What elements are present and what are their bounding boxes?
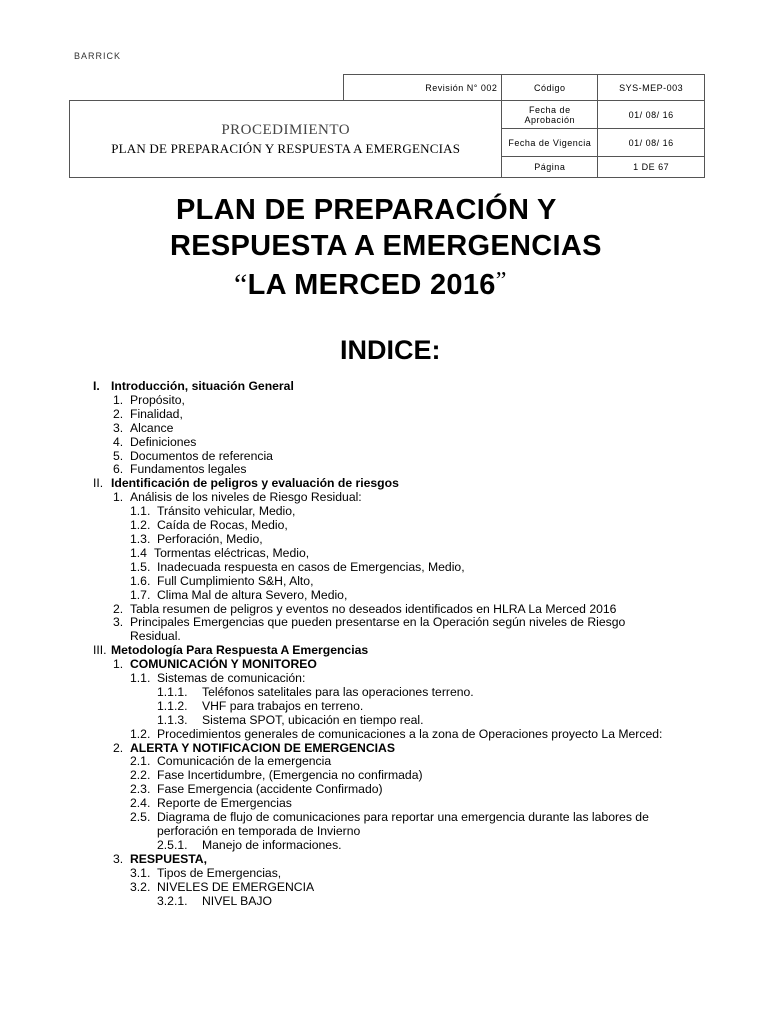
toc-entry: 1.7. Clima Mal de altura Severo, Medio,	[130, 587, 348, 602]
codigo-value: SYS-MEP-003	[598, 75, 705, 101]
pagina-value: 1 DE 67	[598, 157, 705, 178]
toc-entry: 1.5. Inadecuada respuesta en casos de Emergencias, Medio,	[130, 559, 465, 574]
procedure-title-cell	[70, 101, 502, 178]
toc-entry: II. Identificación de peligros y evaluación de riesgos	[93, 476, 399, 491]
toc-entry: 1. Análisis de los niveles de Riesgo Residual:	[113, 490, 362, 505]
title-line-3-text: LA MERCED 2016	[247, 269, 496, 301]
toc-entry: Residual.	[130, 629, 181, 644]
index-heading: INDICE:	[340, 335, 441, 365]
toc-entry: 1.1.1. Teléfonos satelitales para las operaciones terreno.	[157, 684, 474, 699]
title-line-2: RESPUESTA A EMERGENCIAS	[170, 230, 602, 262]
toc-entry: 1.2. Procedimientos generales de comunicaciones a la zona de Operaciones proyecto La Merced:	[130, 726, 663, 741]
toc-entry: 3.2.1. NIVEL BAJO	[157, 893, 272, 908]
toc-entry: 3.2. NIVELES DE EMERGENCIA	[130, 879, 315, 894]
toc-entry: 3.1. Tipos de Emergencias,	[130, 865, 282, 880]
toc-entry: 1.2. Caída de Rocas, Medio,	[130, 518, 288, 533]
header-blank	[70, 75, 344, 101]
toc-entry: perforación en temporada de Invierno	[157, 824, 361, 838]
toc-entry: 1.3. Perforación, Medio,	[130, 531, 263, 546]
toc-entry: 1. COMUNICACIÓN Y MONITOREO	[113, 657, 317, 672]
toc-entry: I. Introducción, situación General	[93, 379, 294, 393]
revision-number: Revisión N° 002	[344, 75, 502, 101]
close-quote: ”	[495, 268, 507, 294]
toc-entry: 1. Propósito,	[113, 392, 185, 407]
fecha-aprobacion-label: Fecha de Aprobación	[502, 101, 598, 129]
table-of-contents	[0, 380, 768, 908]
toc-entry: 3. Principales Emergencias que pueden presentarse en la Operación según niveles de Riesgo	[113, 615, 626, 630]
toc-entry: 1.1. Sistemas de comunicación:	[130, 671, 306, 686]
toc-entry: 2.3. Fase Emergencia (accidente Confirmado)	[130, 782, 383, 797]
fecha-vigencia-value: 01/ 08/ 16	[598, 129, 705, 157]
toc-entry: 5. Documentos de referencia	[113, 448, 273, 463]
toc-entry: 2.1. Comunicación de la emergencia	[130, 754, 332, 769]
toc-entry: 1.4 Tormentas eléctricas, Medio,	[130, 545, 310, 560]
toc-entry: 3. Alcance	[113, 420, 174, 435]
toc-entry: 2. Tabla resumen de peligros y eventos no deseados identificados en HLRA La Merced 2016	[113, 601, 617, 616]
toc-entry: 2.5. Diagrama de flujo de comunicaciones para reportar una emergencia durante las labores de	[130, 810, 649, 825]
open-quote: “	[234, 268, 248, 301]
toc-entry: 4. Definiciones	[113, 434, 197, 449]
fecha-vigencia-label: Fecha de Vigencia	[502, 129, 598, 157]
toc-entry: 2. ALERTA Y NOTIFICACION DE EMERGENCIAS	[113, 740, 395, 755]
pagina-label: Página	[502, 157, 598, 178]
toc-entry: 1.6. Full Cumplimiento S&H, Alto,	[130, 573, 314, 588]
toc-entry: 6. Fundamentos legales	[113, 462, 247, 477]
toc-entry: 1.1. Tránsito vehicular, Medio,	[130, 504, 296, 519]
fecha-aprobacion-value: 01/ 08/ 16	[598, 101, 705, 129]
toc-entry: 2.5.1. Manejo de informaciones.	[157, 837, 342, 852]
codigo-label: Código	[502, 75, 598, 101]
procedure-title: PROCEDIMIENTO	[221, 121, 351, 138]
document-header-table	[69, 74, 705, 178]
procedure-subtitle: PLAN DE PREPARACIÓN Y RESPUESTA A EMERGENCIAS	[111, 140, 461, 156]
toc-entry: 2.2. Fase Incertidumbre, (Emergencia no confirmada)	[130, 768, 423, 783]
company-name: BARRICK	[74, 51, 122, 61]
toc-entry: III. Metodología Para Respuesta A Emergencias	[93, 643, 369, 658]
toc-entry: 1.1.3. Sistema SPOT, ubicación en tiempo real.	[157, 712, 424, 727]
toc-entry: 1.1.2. VHF para trabajos en terreno.	[157, 698, 364, 713]
title-line-3	[234, 268, 507, 302]
title-line-1: PLAN DE PREPARACIÓN Y	[176, 194, 557, 226]
toc-entry: 2.4. Reporte de Emergencias	[130, 796, 292, 811]
toc-entry: 2. Finalidad,	[113, 406, 183, 421]
toc-entry: 3. RESPUESTA,	[113, 851, 207, 866]
